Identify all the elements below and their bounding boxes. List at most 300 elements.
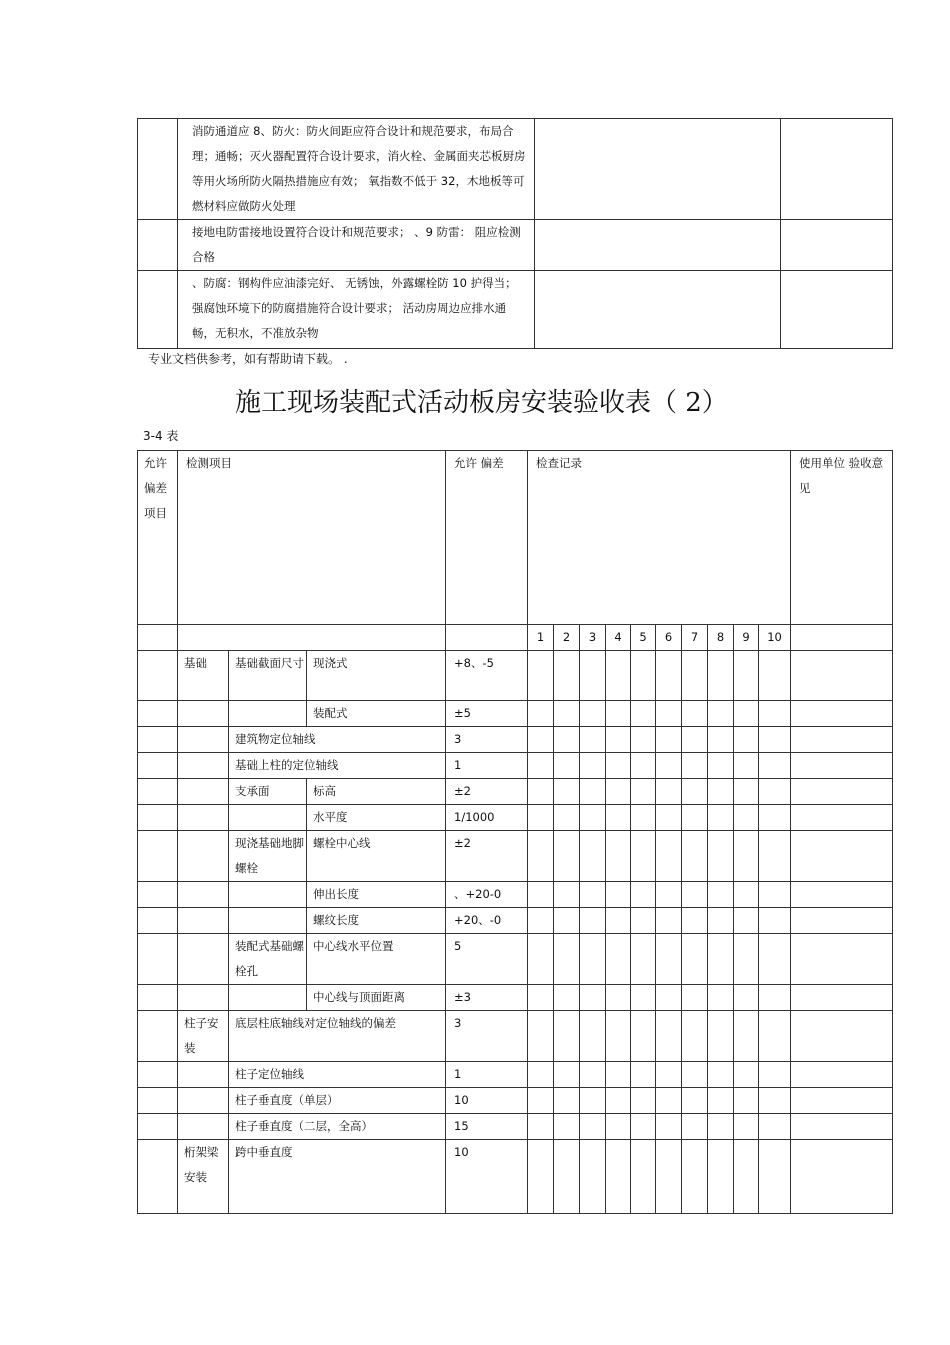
record-cell [631, 1140, 656, 1214]
cell [791, 625, 893, 651]
cell [178, 625, 446, 651]
record-cell [734, 779, 759, 805]
record-cell [580, 805, 606, 831]
record-cell [580, 701, 606, 727]
record-cell [554, 908, 580, 934]
tolerance-value: 10 [446, 1088, 528, 1114]
table-row [138, 1062, 893, 1088]
check-item: 跨中垂直度 [229, 1140, 446, 1214]
record-cell [734, 934, 759, 985]
record-cell [759, 779, 791, 805]
cell [178, 934, 229, 985]
opinion-cell [791, 882, 893, 908]
fire-row-text: 消防通道应 8、防火：防火间距应符合设计和规范要求，布局合理；通畅；灭火器配置符合设计要求，消火栓、金属面夹芯板厨房等用火场所防火隔热措施应有效； 氧指数不低于 32，木地板等可燃材料应做防火处理 [178, 119, 535, 220]
record-cell [554, 753, 580, 779]
record-cell [631, 651, 656, 701]
record-cell [734, 908, 759, 934]
cell [138, 779, 178, 805]
check-subitem: 标高 [307, 779, 446, 805]
record-cell [554, 1011, 580, 1062]
record-cell [580, 651, 606, 701]
record-cell [682, 934, 708, 985]
record-cell [606, 701, 631, 727]
record-cell [606, 1140, 631, 1214]
cell [138, 727, 178, 753]
cell [178, 908, 229, 934]
record-cell [682, 1114, 708, 1140]
record-cell [580, 1062, 606, 1088]
record-number: 2 [554, 625, 580, 651]
cell [178, 985, 229, 1011]
cell [178, 753, 229, 779]
record-cell [656, 908, 682, 934]
record-cell [528, 701, 554, 727]
tolerance-value: ±3 [446, 985, 528, 1011]
table-row [138, 805, 893, 831]
record-cell [528, 934, 554, 985]
table-row [138, 727, 893, 753]
record-cell [759, 753, 791, 779]
record-cell [580, 753, 606, 779]
record-cell [708, 985, 734, 1011]
record-cell [734, 701, 759, 727]
tolerance-value: 、+20-0 [446, 882, 528, 908]
opinion-cell [791, 779, 893, 805]
opinion-cell [791, 727, 893, 753]
record-cell [528, 985, 554, 1011]
record-cell [682, 727, 708, 753]
record-cell [631, 831, 656, 882]
cell [138, 220, 178, 271]
record-cell [554, 727, 580, 753]
record-cell [631, 1011, 656, 1062]
record-cell [528, 882, 554, 908]
cell [781, 220, 893, 271]
record-cell [528, 727, 554, 753]
record-cell [528, 805, 554, 831]
opinion-cell [791, 1140, 893, 1214]
group-label: 基础 [178, 651, 229, 701]
cell [229, 701, 307, 727]
record-cell [580, 1140, 606, 1214]
record-cell [734, 831, 759, 882]
cell [138, 1088, 178, 1114]
record-cell [631, 882, 656, 908]
record-cell [528, 1062, 554, 1088]
record-cell [631, 985, 656, 1011]
cell [138, 985, 178, 1011]
record-cell [606, 985, 631, 1011]
record-cell [656, 805, 682, 831]
record-cell [580, 727, 606, 753]
header-item: 允许偏差项目 [138, 451, 178, 625]
record-cell [606, 882, 631, 908]
record-cell [656, 934, 682, 985]
check-subitem: 中心线水平位置 [307, 934, 446, 985]
group-label: 桁架梁安装 [178, 1140, 229, 1214]
cell [138, 908, 178, 934]
record-cell [554, 779, 580, 805]
record-cell [734, 1011, 759, 1062]
tolerance-value: 1/1000 [446, 805, 528, 831]
record-cell [734, 1088, 759, 1114]
check-item: 柱子定位轴线 [229, 1062, 446, 1088]
tolerance-value: ±5 [446, 701, 528, 727]
record-cell [580, 1114, 606, 1140]
record-cell [682, 1088, 708, 1114]
cell [229, 985, 307, 1011]
record-cell [759, 1114, 791, 1140]
opinion-cell [791, 805, 893, 831]
record-cell [734, 1140, 759, 1214]
record-cell [708, 934, 734, 985]
record-cell [708, 753, 734, 779]
record-cell [656, 753, 682, 779]
check-subitem: 螺栓中心线 [307, 831, 446, 882]
record-number: 7 [682, 625, 708, 651]
record-cell [734, 805, 759, 831]
cell [138, 882, 178, 908]
inspection-table [137, 450, 893, 1214]
record-number: 9 [734, 625, 759, 651]
record-cell [606, 1114, 631, 1140]
record-cell [554, 934, 580, 985]
opinion-cell [791, 908, 893, 934]
table-row [138, 1011, 893, 1062]
record-cell [759, 985, 791, 1011]
record-cell [759, 908, 791, 934]
cell [138, 934, 178, 985]
record-cell [528, 779, 554, 805]
group-label: 柱子安装 [178, 1011, 229, 1062]
record-cell [682, 882, 708, 908]
check-item: 柱子垂直度（单层） [229, 1088, 446, 1114]
record-cell [759, 727, 791, 753]
record-cell [606, 651, 631, 701]
record-cell [734, 882, 759, 908]
cell [138, 831, 178, 882]
record-cell [580, 831, 606, 882]
opinion-cell [791, 1114, 893, 1140]
record-number: 8 [708, 625, 734, 651]
check-subitem: 现浇式 [307, 651, 446, 701]
tolerance-value: +8、-5 [446, 651, 528, 701]
tolerance-value: 10 [446, 1140, 528, 1214]
table-row [138, 1088, 893, 1114]
record-cell [656, 1140, 682, 1214]
opinion-cell [791, 651, 893, 701]
record-number: 3 [580, 625, 606, 651]
record-cell [606, 934, 631, 985]
record-cell [656, 651, 682, 701]
tolerance-value: ±2 [446, 831, 528, 882]
check-item: 柱子垂直度（二层，全高） [229, 1114, 446, 1140]
record-number: 5 [631, 625, 656, 651]
cell [178, 727, 229, 753]
cell [178, 831, 229, 882]
record-cell [528, 651, 554, 701]
cell [138, 753, 178, 779]
record-cell [734, 985, 759, 1011]
record-cell [580, 1088, 606, 1114]
record-cell [759, 1140, 791, 1214]
cell [178, 805, 229, 831]
record-cell [708, 1088, 734, 1114]
record-cell [631, 805, 656, 831]
record-cell [606, 1088, 631, 1114]
record-cell [682, 908, 708, 934]
record-cell [682, 779, 708, 805]
check-item: 装配式基础螺栓孔 [229, 934, 307, 985]
record-cell [759, 882, 791, 908]
record-cell [528, 831, 554, 882]
cell [138, 701, 178, 727]
record-cell [656, 985, 682, 1011]
cell [178, 882, 229, 908]
record-cell [631, 934, 656, 985]
record-cell [682, 651, 708, 701]
record-cell [708, 805, 734, 831]
record-cell [656, 1088, 682, 1114]
cell [138, 119, 178, 220]
record-cell [528, 1088, 554, 1114]
cell [229, 882, 307, 908]
cell [138, 1062, 178, 1088]
record-cell [734, 1114, 759, 1140]
document-note: 专业文档供参考，如有帮助请下载。 . [148, 352, 348, 366]
table-code: 3-4 表 [143, 429, 179, 443]
opinion-cell [791, 985, 893, 1011]
table-row [138, 934, 893, 985]
record-cell [528, 1114, 554, 1140]
cell [781, 119, 893, 220]
cell [138, 1140, 178, 1214]
record-cell [631, 701, 656, 727]
cell [178, 1114, 229, 1140]
check-item: 基础上柱的定位轴线 [229, 753, 446, 779]
record-cell [682, 985, 708, 1011]
record-cell [580, 934, 606, 985]
record-cell [682, 1062, 708, 1088]
record-cell [734, 651, 759, 701]
opinion-cell [791, 701, 893, 727]
check-item: 支承面 [229, 779, 307, 805]
record-cell [708, 1140, 734, 1214]
table-row [138, 882, 893, 908]
record-cell [759, 1011, 791, 1062]
record-cell [631, 1062, 656, 1088]
record-number: 1 [528, 625, 554, 651]
check-item: 现浇基础地脚螺栓 [229, 831, 307, 882]
record-cell [528, 753, 554, 779]
record-cell [708, 831, 734, 882]
cell [138, 805, 178, 831]
table-row [138, 779, 893, 805]
record-cell [631, 727, 656, 753]
record-number: 6 [656, 625, 682, 651]
lightning-row-text: 接地电防雷接地设置符合设计和规范要求； 、9 防雷： 阻应检测合格 [178, 220, 535, 271]
opinion-cell [791, 1011, 893, 1062]
record-cell [682, 701, 708, 727]
table-row [138, 701, 893, 727]
check-item: 建筑物定位轴线 [229, 727, 446, 753]
header-check: 检测项目 [178, 451, 446, 625]
table-row [138, 651, 893, 701]
opinion-cell [791, 934, 893, 985]
record-cell [682, 831, 708, 882]
tolerance-value: 5 [446, 934, 528, 985]
record-cell [554, 831, 580, 882]
record-cell [580, 908, 606, 934]
opinion-cell [791, 1088, 893, 1114]
cell [178, 1088, 229, 1114]
tolerance-value: 3 [446, 1011, 528, 1062]
record-cell [734, 753, 759, 779]
record-cell [580, 882, 606, 908]
record-cell [656, 727, 682, 753]
table-row [138, 908, 893, 934]
record-cell [656, 831, 682, 882]
record-number: 10 [759, 625, 791, 651]
cell [138, 625, 178, 651]
cell [178, 701, 229, 727]
table-row [138, 1140, 893, 1214]
cell [781, 271, 893, 349]
record-cell [554, 1140, 580, 1214]
cell [178, 1062, 229, 1088]
record-cell [528, 1140, 554, 1214]
record-cell [606, 1062, 631, 1088]
record-cell [606, 805, 631, 831]
record-cell [554, 985, 580, 1011]
record-cell [759, 1088, 791, 1114]
cell [178, 779, 229, 805]
record-number: 4 [606, 625, 631, 651]
opinion-cell [791, 753, 893, 779]
header-record: 检查记录 [528, 451, 791, 625]
record-cell [682, 753, 708, 779]
record-cell [606, 908, 631, 934]
record-cell [759, 805, 791, 831]
record-cell [734, 727, 759, 753]
record-cell [759, 934, 791, 985]
record-cell [708, 727, 734, 753]
record-cell [554, 805, 580, 831]
cell [229, 805, 307, 831]
record-cell [528, 1011, 554, 1062]
table-row [138, 985, 893, 1011]
record-cell [656, 882, 682, 908]
record-cell [708, 908, 734, 934]
cell [138, 1011, 178, 1062]
cell [535, 271, 781, 349]
record-cell [606, 753, 631, 779]
record-cell [708, 701, 734, 727]
tolerance-value: +20、-0 [446, 908, 528, 934]
corrosion-row-text: 、防腐：钢构件应油漆完好、 无锈蚀，外露螺栓防 10 护得当；强腐蚀环境下的防腐措施符合设计要求； 活动房周边应排水通畅，无积水，不准放杂物 [178, 271, 535, 349]
check-item: 底层柱底轴线对定位轴线的偏差 [229, 1011, 446, 1062]
record-cell [656, 1011, 682, 1062]
tolerance-value: 1 [446, 753, 528, 779]
record-cell [656, 1114, 682, 1140]
page-title: 施工现场装配式活动板房安装验收表（ 2） [235, 388, 728, 418]
record-cell [631, 779, 656, 805]
check-subitem: 伸出长度 [307, 882, 446, 908]
record-cell [528, 908, 554, 934]
record-cell [656, 1062, 682, 1088]
tolerance-value: 15 [446, 1114, 528, 1140]
table-row [138, 1114, 893, 1140]
record-cell [554, 882, 580, 908]
check-subitem: 装配式 [307, 701, 446, 727]
tolerance-value: 1 [446, 1062, 528, 1088]
record-cell [606, 1011, 631, 1062]
record-cell [656, 701, 682, 727]
record-cell [708, 1011, 734, 1062]
tolerance-value: ±2 [446, 779, 528, 805]
record-cell [631, 1114, 656, 1140]
record-cell [759, 701, 791, 727]
record-cell [606, 831, 631, 882]
record-cell [631, 1088, 656, 1114]
record-cell [708, 1062, 734, 1088]
record-cell [580, 1011, 606, 1062]
record-cell [759, 831, 791, 882]
table-row [138, 831, 893, 882]
record-cell [759, 1062, 791, 1088]
cell [535, 220, 781, 271]
record-cell [708, 1114, 734, 1140]
record-cell [606, 727, 631, 753]
record-cell [708, 779, 734, 805]
cell [535, 119, 781, 220]
record-cell [631, 908, 656, 934]
check-subitem: 螺纹长度 [307, 908, 446, 934]
record-cell [656, 779, 682, 805]
opinion-cell [791, 831, 893, 882]
record-cell [580, 779, 606, 805]
record-cell [554, 1062, 580, 1088]
check-subitem: 水平度 [307, 805, 446, 831]
record-cell [554, 1088, 580, 1114]
top-table [137, 118, 893, 349]
check-item: 基础截面尺寸 [229, 651, 307, 701]
record-cell [554, 1114, 580, 1140]
cell [229, 908, 307, 934]
tolerance-value: 3 [446, 727, 528, 753]
check-subitem: 中心线与顶面距离 [307, 985, 446, 1011]
cell [446, 625, 528, 651]
record-cell [682, 1011, 708, 1062]
record-cell [708, 882, 734, 908]
record-cell [606, 779, 631, 805]
record-cell [734, 1062, 759, 1088]
record-cell [554, 651, 580, 701]
header-opinion: 使用单位 验收意见 [791, 451, 893, 625]
cell [138, 1114, 178, 1140]
table-row [138, 753, 893, 779]
record-cell [554, 701, 580, 727]
header-tolerance: 允许 偏差 [446, 451, 528, 625]
record-cell [682, 1140, 708, 1214]
record-cell [631, 753, 656, 779]
record-cell [708, 651, 734, 701]
cell [138, 271, 178, 349]
record-cell [759, 651, 791, 701]
cell [138, 651, 178, 701]
opinion-cell [791, 1062, 893, 1088]
record-cell [682, 805, 708, 831]
